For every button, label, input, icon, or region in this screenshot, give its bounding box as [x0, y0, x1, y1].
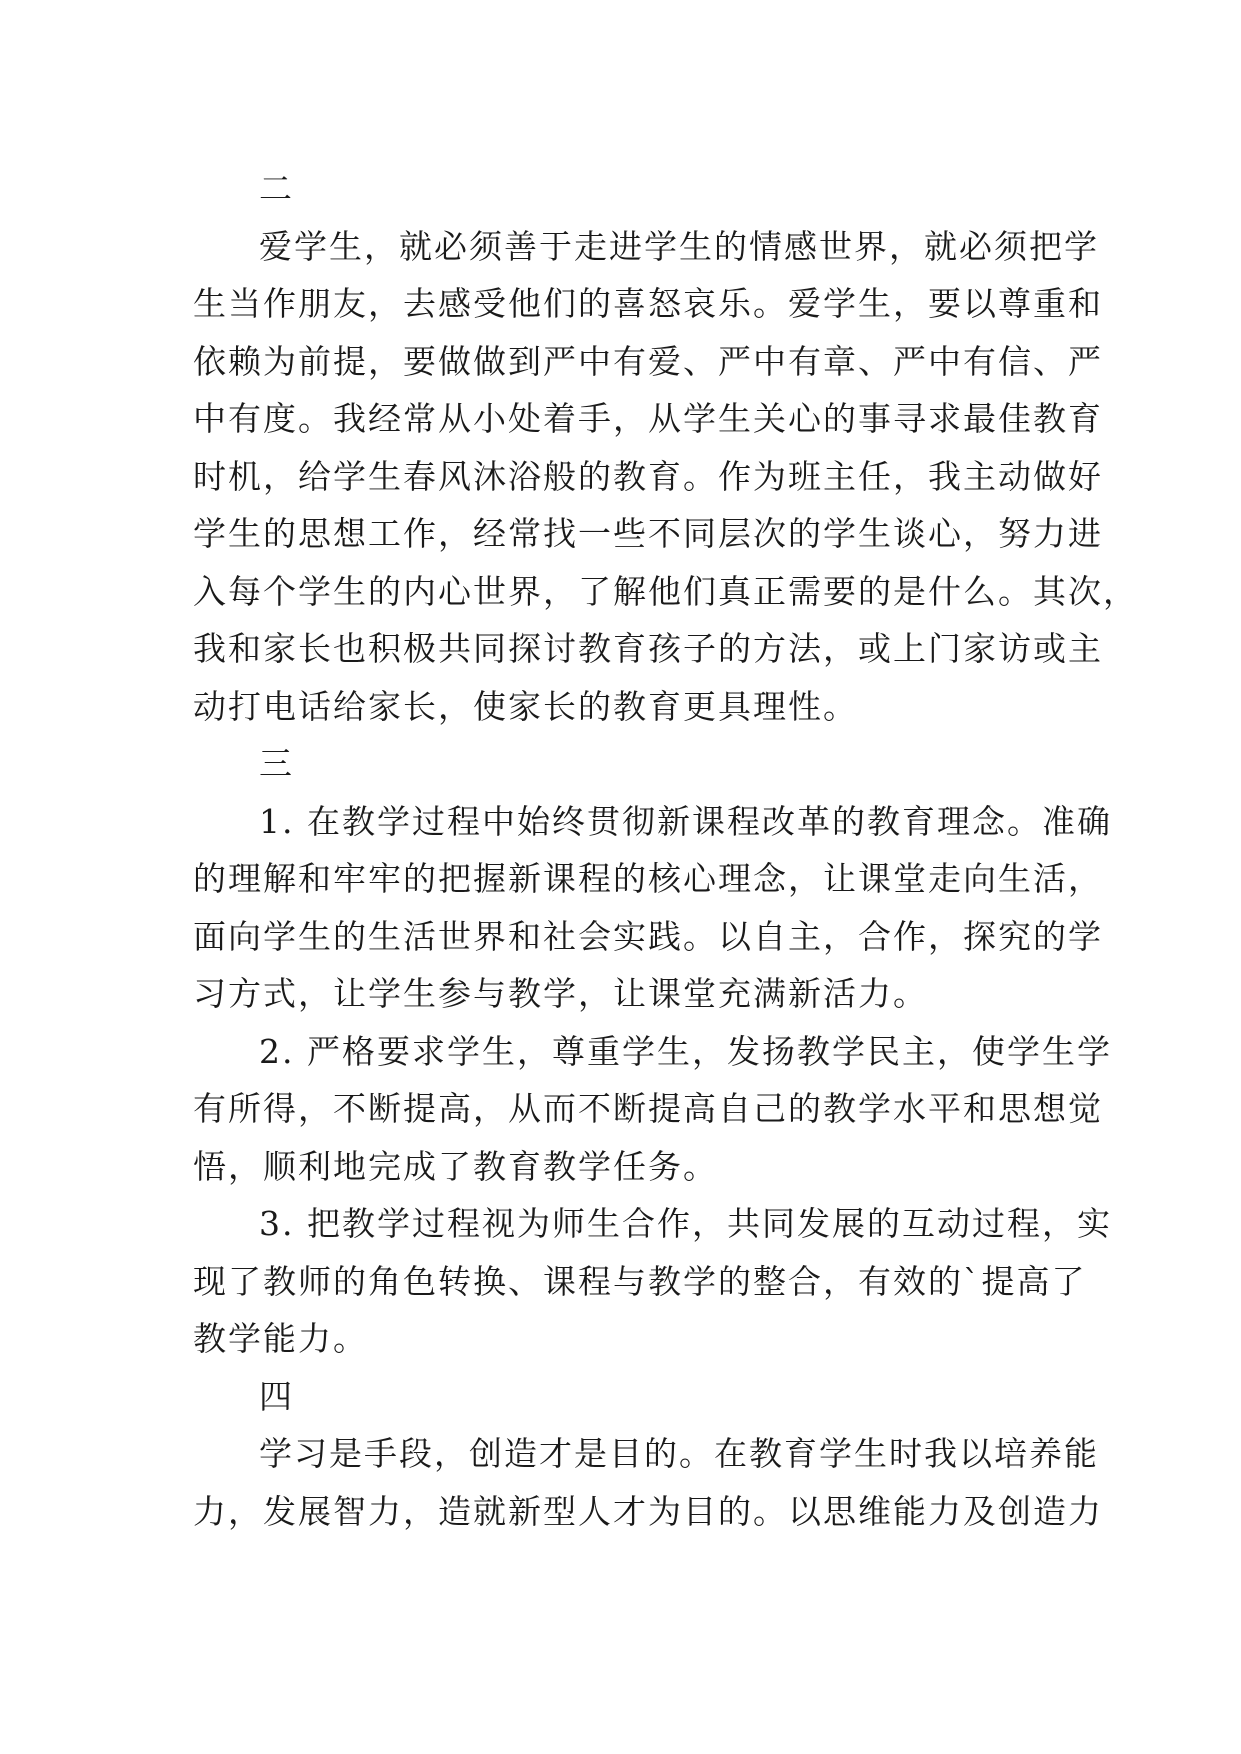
- paragraph-line: 现了教师的角色转换、课程与教学的整合，有效的`提高了: [193, 1261, 1087, 1301]
- section-heading-four: [193, 1368, 1063, 1426]
- paragraph-line: 悟，顺利地完成了教育教学任务。: [193, 1146, 718, 1186]
- paragraph-line: 教学能力。: [193, 1319, 368, 1358]
- paragraph-line: 学生的思想工作，经常找一些不同层次的学生谈心，努力进: [193, 514, 1103, 553]
- list-item-3: [193, 1195, 1112, 1368]
- list-item-1: [193, 793, 1112, 1023]
- section-heading-three: [193, 735, 1063, 793]
- paragraph-line: 二: [259, 169, 294, 208]
- paragraph-line: 动打电话给家长，使家长的教育更具理性。: [193, 686, 858, 726]
- paragraph-line: 爱学生，就必须善于走进学生的情感世界，就必须把学: [259, 226, 1099, 266]
- paragraph-line: 入每个学生的内心世界，了解他们真正需要的是什么。其次，: [193, 571, 1138, 611]
- list-item-2: [193, 1023, 1112, 1196]
- paragraph-line: 的理解和牢牢的把握新课程的核心理念，让课堂走向生活，: [193, 859, 1103, 898]
- paragraph-line: 3. 把教学过程视为师生合作，共同发展的互动过程，实: [259, 1204, 1112, 1243]
- paragraph-line: 三: [259, 744, 294, 783]
- paragraph-line: 面向学生的生活世界和社会实践。以自主，合作，探究的学: [193, 916, 1103, 956]
- paragraph-line: 中有度。我经常从小处着手，从学生关心的事寻求最佳教育: [193, 399, 1103, 438]
- paragraph-line: 生当作朋友，去感受他们的喜怒哀乐。爱学生，要以尊重和: [193, 284, 1103, 323]
- section-heading-two: [193, 160, 1063, 218]
- document-body: [193, 160, 1138, 1540]
- paragraph-line: 四: [259, 1376, 294, 1416]
- paragraph-line: 习方式，让学生参与教学，让课堂充满新活力。: [193, 974, 928, 1013]
- paragraph-line: 学习是手段，创造才是目的。在教育学生时我以培养能: [259, 1434, 1099, 1473]
- paragraph-learning-creation: [193, 1425, 1103, 1540]
- paragraph-line: 力，发展智力，造就新型人才为目的。以思维能力及创造力: [193, 1491, 1103, 1531]
- paragraph-love-students: [193, 218, 1138, 736]
- paragraph-line: 依赖为前提，要做做到严中有爱、严中有章、严中有信、严: [193, 341, 1103, 381]
- paragraph-line: 2. 严格要求学生，尊重学生，发扬教学民主，使学生学: [259, 1031, 1112, 1071]
- paragraph-line: 我和家长也积极共同探讨教育孩子的方法，或上门家访或主: [193, 629, 1103, 668]
- paragraph-line: 时机，给学生春风沐浴般的教育。作为班主任，我主动做好: [193, 456, 1103, 496]
- paragraph-line: 有所得，不断提高，从而不断提高自己的教学水平和思想觉: [193, 1089, 1103, 1128]
- paragraph-line: 1. 在教学过程中始终贯彻新课程改革的教育理念。准确: [259, 801, 1112, 841]
